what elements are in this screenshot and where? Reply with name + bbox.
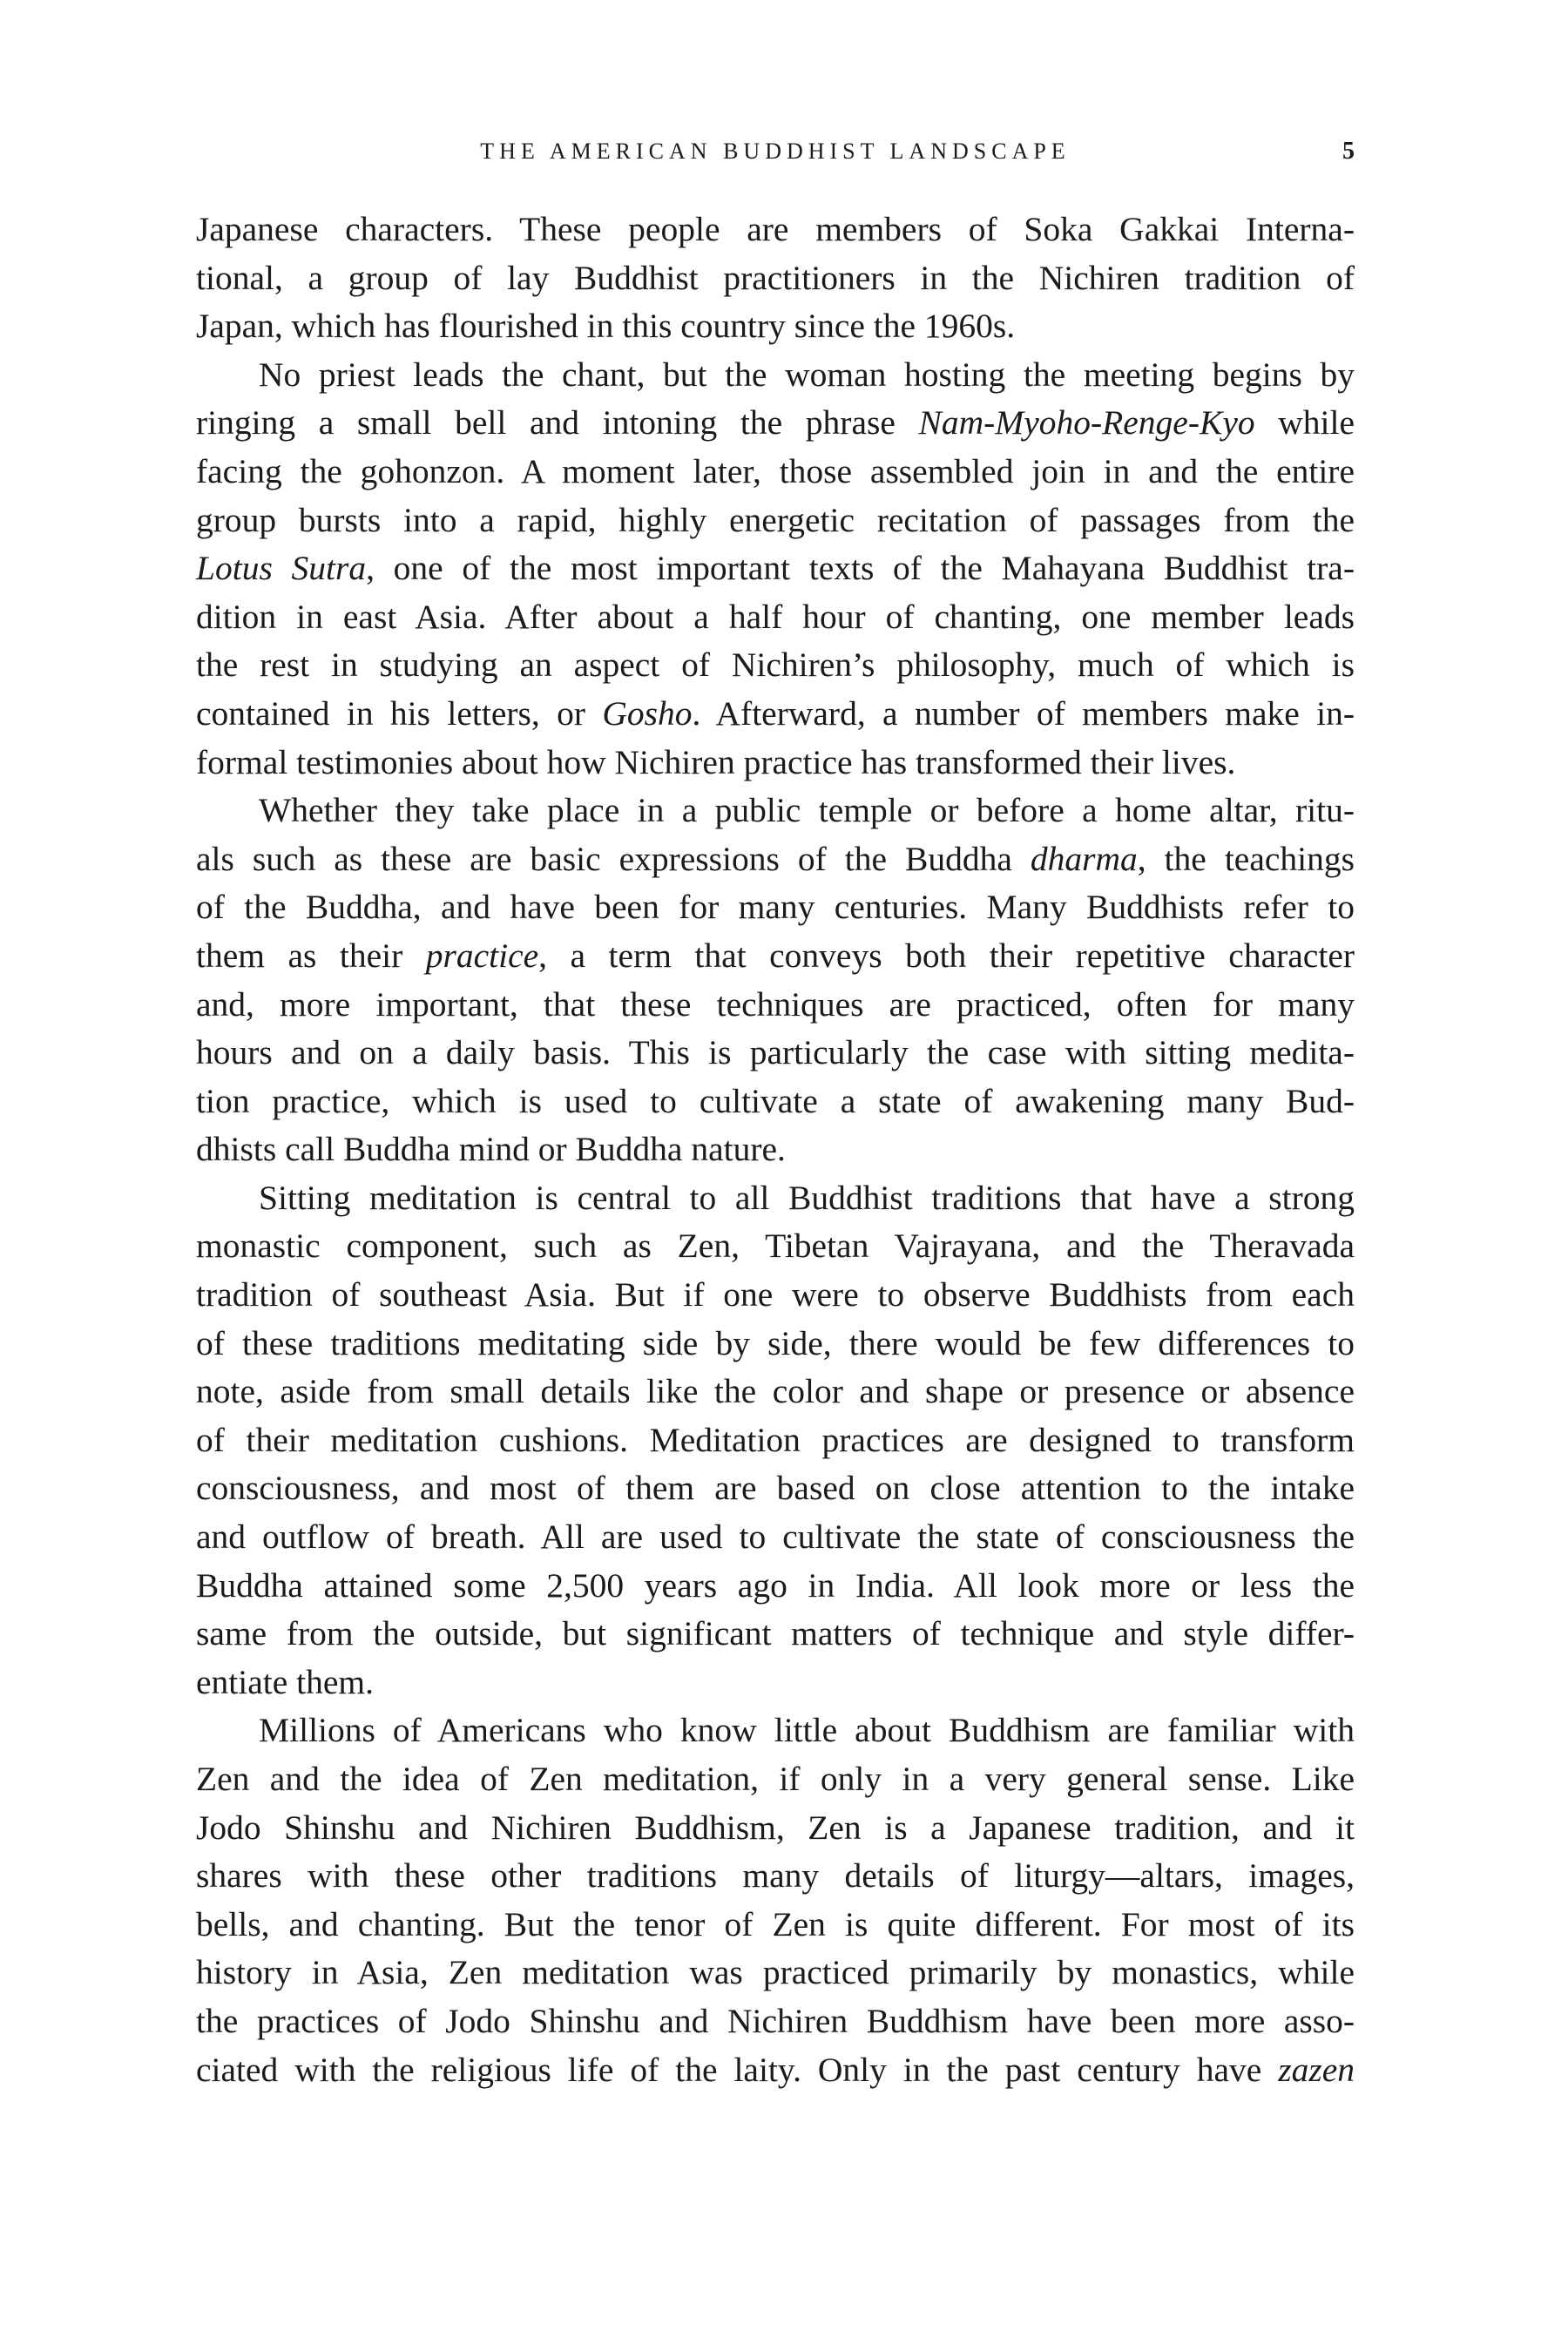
text-line: and, more important, that these techniques are practiced, often for many <box>196 984 1355 1024</box>
body-text <box>196 206 1355 2094</box>
text-line: of the Buddha, and have been for many centuries. Many Buddhists refer to <box>196 888 1355 927</box>
running-title: THE AMERICAN BUDDHIST LANDSCAPE <box>480 139 1071 164</box>
text-line <box>196 2046 1355 2095</box>
text-line: group bursts into a rapid, highly energetic recitation of passages from the <box>196 500 1355 539</box>
italic-term: Nam-Myoho-Renge-Kyo <box>918 403 1255 443</box>
running-head <box>196 134 1355 169</box>
text-line: entiate them. <box>196 1662 374 1701</box>
text-line: formal testimonies about how Nichiren practice has transformed their lives. <box>196 742 1236 781</box>
text-span: als such as these are basic expressions of the Buddha <box>196 839 1031 878</box>
text-line: dhists call Buddha mind or Buddha nature. <box>196 1130 786 1169</box>
italic-term: practice <box>425 936 539 975</box>
text-line <box>196 544 1355 593</box>
text-span: , one of the most important texts of the Mahayana Buddhist tra- <box>366 549 1355 588</box>
text-line <box>196 399 1355 448</box>
text-line: Millions of Americans who know little about Buddhism are familiar with <box>259 1711 1355 1750</box>
text-line: Buddha attained some 2,500 years ago in India. All look more or less the <box>196 1565 1355 1605</box>
text-line: same from the outside, but significant matters of technique and style differ- <box>196 1614 1355 1653</box>
text-line <box>196 690 1355 739</box>
text-span: , the teachings <box>1137 839 1355 878</box>
text-span: ringing a small bell and intoning the phrase <box>196 403 919 443</box>
text-span: them as their <box>196 936 426 975</box>
text-line: of these traditions meditating side by side, there would be few differences to <box>196 1323 1355 1362</box>
text-line: Zen and the idea of Zen meditation, if only in a very general sense. Like <box>196 1760 1355 1798</box>
text-line: hours and on a daily basis. This is particularly the case with sitting medita- <box>196 1033 1355 1072</box>
text-line: and outflow of breath. All are used to cultivate the state of consciousness the <box>196 1517 1355 1557</box>
text-line: history in Asia, Zen meditation was practiced primarily by monastics, while <box>196 1953 1355 1992</box>
italic-term: Lotus Sutra <box>196 549 367 588</box>
text-line: the practices of Jodo Shinshu and Nichiren Buddhism have been more asso- <box>196 2001 1355 2040</box>
text-line <box>196 932 1355 981</box>
page-number: 5 <box>1342 138 1355 165</box>
text-line: Japanese characters. These people are members of Soka Gakkai Interna- <box>196 210 1355 248</box>
text-line: of their meditation cushions. Meditation practices are designed to transform <box>196 1420 1355 1459</box>
text-line: Whether they take place in a public temple or before a home altar, ritu- <box>259 791 1355 830</box>
text-line: bells, and chanting. But the tenor of Zen is quite different. For most of its <box>196 1904 1355 1943</box>
text-line: Sitting meditation is central to all Buddhist traditions that have a strong <box>259 1178 1355 1217</box>
text-line: tional, a group of lay Buddhist practitioners in the Nichiren tradition of <box>196 258 1355 297</box>
text-line: consciousness, and most of them are based on close attention to the intake <box>196 1469 1355 1508</box>
text-span: , a term that conveys both their repetitive character <box>538 936 1355 975</box>
italic-term: Gosho <box>602 693 693 733</box>
text-span: . Afterward, a number of members make in- <box>692 693 1355 733</box>
text-span: ciated with the religious life of the laity. Only in the past century have <box>196 2050 1279 2089</box>
text-line: Jodo Shinshu and Nichiren Buddhism, Zen is a Japanese tradition, and it <box>196 1808 1355 1847</box>
text-line: tion practice, which is used to cultivate a state of awakening many Bud- <box>196 1081 1355 1120</box>
text-line: facing the gohonzon. A moment later, those assembled join in and the entire <box>196 451 1355 490</box>
text-span: contained in his letters, or <box>196 693 603 733</box>
text-line <box>196 835 1355 884</box>
text-line: note, aside from small details like the color and shape or presence or absence <box>196 1372 1355 1411</box>
text-line: the rest in studying an aspect of Nichiren’s philosophy, much of which is <box>196 645 1355 685</box>
italic-term: dharma <box>1030 839 1138 878</box>
text-line: monastic component, such as Zen, Tibetan Vajrayana, and the Theravada <box>196 1227 1355 1266</box>
text-line: shares with these other traditions many details of liturgy—altars, images, <box>196 1856 1355 1896</box>
text-line: dition in east Asia. After about a half hour of chanting, one member leads <box>196 597 1355 636</box>
text-line: No priest leads the chant, but the woman hosting the meeting begins by <box>259 355 1355 394</box>
text-span: while <box>1254 403 1355 443</box>
text-line: tradition of southeast Asia. But if one were to observe Buddhists from each <box>196 1275 1355 1315</box>
italic-term: zazen <box>1278 2050 1355 2089</box>
text-line: Japan, which has flourished in this country since the 1960s. <box>196 307 1016 346</box>
